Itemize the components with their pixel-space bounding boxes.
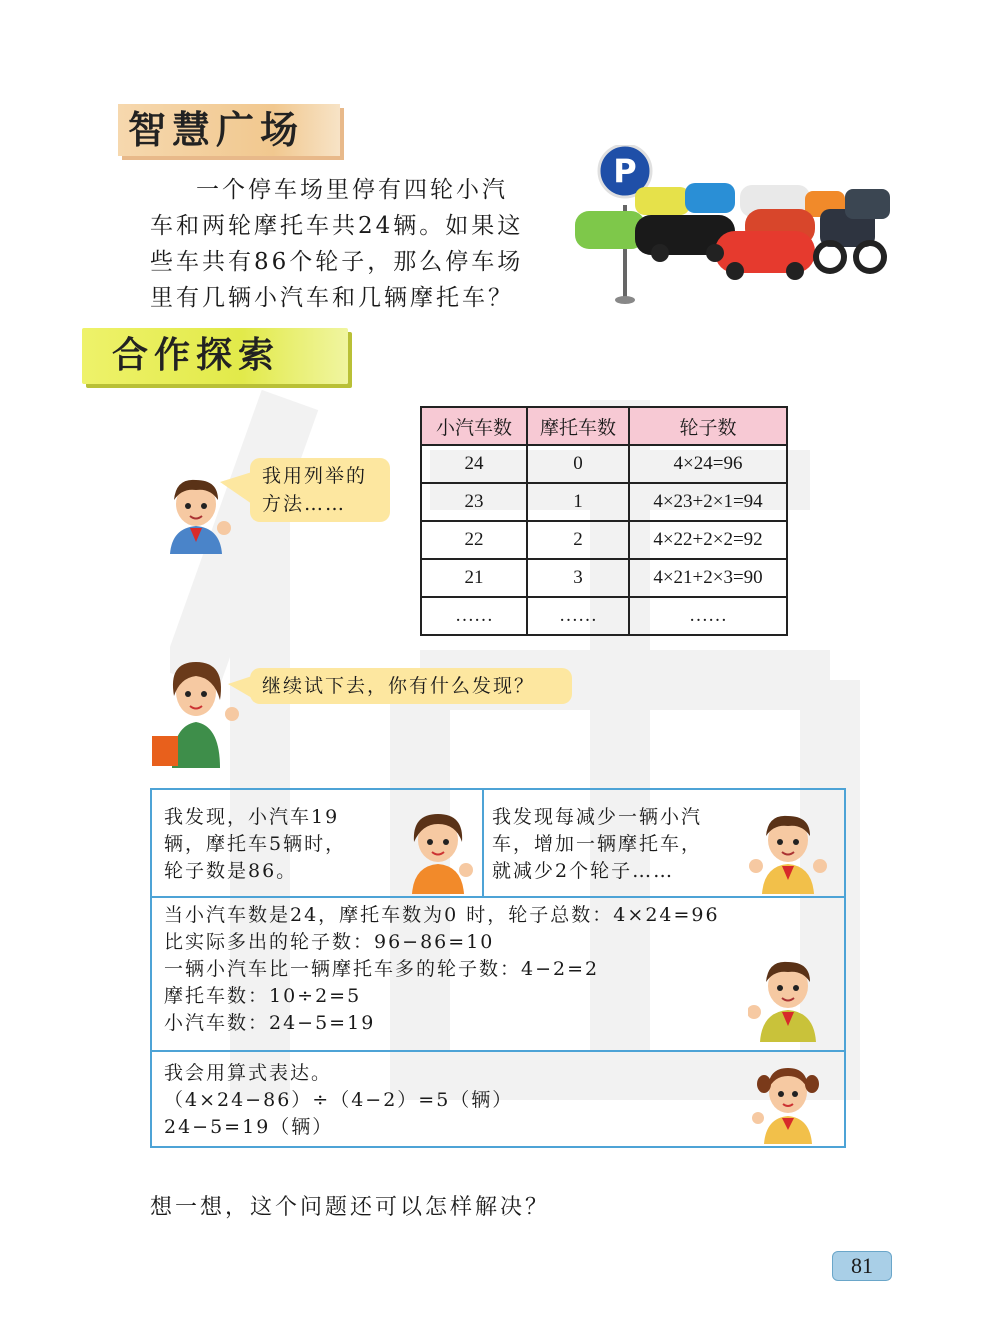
discovery-bottom-text	[164, 1060, 584, 1141]
text-line: 摩托车数：10÷2=5	[164, 985, 362, 1007]
table-cell: 24	[421, 445, 527, 483]
table-cell: 2	[527, 521, 629, 559]
header-cars: 小汽车数	[421, 407, 527, 445]
problem-line: 车和两轮摩托车共24辆。如果这	[150, 213, 524, 239]
discovery-left-text	[164, 804, 384, 885]
text-line: 辆，摩托车5辆时，	[164, 833, 347, 855]
table-cell: 4×24=96	[629, 445, 787, 483]
bubble-line: 我用列举的	[262, 465, 368, 487]
text-line: 一辆小汽车比一辆摩托车多的轮子数：4−2=2	[164, 958, 600, 980]
header-wheels: 轮子数	[629, 407, 787, 445]
parking-sign-letter: P	[613, 152, 637, 190]
divider	[152, 896, 844, 898]
parking-lot-illustration	[575, 145, 895, 305]
enumeration-table	[420, 406, 788, 636]
table-row	[421, 445, 787, 483]
table-cell: ……	[629, 597, 787, 635]
problem-line: 些车共有86个轮子，那么停车场	[150, 249, 524, 275]
page-number: 81	[832, 1251, 892, 1281]
think-question: 想一想，这个问题还可以怎样解决？	[150, 1195, 551, 1220]
table-cell: 23	[421, 483, 527, 521]
speech-bubble-tail	[228, 676, 252, 698]
divider	[152, 1050, 844, 1052]
section-title-wisdom-square: 智慧广场	[118, 104, 340, 156]
table-cell: 4×22+2×2=92	[629, 521, 787, 559]
header-motorcycles: 摩托车数	[527, 407, 629, 445]
text-line: 我发现每减少一辆小汽	[492, 806, 703, 828]
table-cell: 21	[421, 559, 527, 597]
text-line: 我发现，小汽车19	[164, 806, 340, 828]
table-row	[421, 559, 787, 597]
speech-bubble-enumeration	[250, 458, 390, 522]
text-line: 轮子数是86。	[164, 860, 298, 882]
table-header-row	[421, 407, 787, 445]
table-row	[421, 597, 787, 635]
text-line: 小汽车数：24−5=19	[164, 1012, 376, 1034]
speech-bubble-tail	[220, 472, 252, 504]
problem-line: 里有几辆小汽车和几辆摩托车？	[150, 285, 514, 311]
section-title-cooperative-exploration: 合作探索	[82, 328, 348, 384]
discovery-right-text	[492, 804, 752, 885]
problem-line: 一个停车场里停有四轮小汽	[196, 177, 508, 203]
text-line: 车，增加一辆摩托车，	[492, 833, 703, 855]
text-line: 我会用算式表达。	[164, 1062, 333, 1084]
problem-text	[150, 172, 570, 316]
table-cell: 4×23+2×1=94	[629, 483, 787, 521]
table-row	[421, 521, 787, 559]
boy-avatar	[748, 950, 828, 1042]
discovery-box	[150, 788, 846, 1148]
table-cell: ……	[527, 597, 629, 635]
table-cell: 22	[421, 521, 527, 559]
table-cell: ……	[421, 597, 527, 635]
table-cell: 0	[527, 445, 629, 483]
text-line: （4×24−86）÷（4−2）=5（辆）	[164, 1089, 514, 1111]
girl-avatar	[750, 1060, 826, 1144]
speech-bubble-teacher: 继续试下去，你有什么发现？	[250, 668, 572, 704]
text-line: 就减少2个轮子……	[492, 860, 675, 882]
girl-avatar	[402, 808, 474, 894]
table-cell: 3	[527, 559, 629, 597]
table-row	[421, 483, 787, 521]
table-cell: 1	[527, 483, 629, 521]
text-line: 比实际多出的轮子数：96−86=10	[164, 931, 495, 953]
text-line: 当小汽车数是24，摩托车数为0 时，轮子总数：4×24=96	[164, 904, 720, 926]
bubble-line: 方法……	[262, 493, 347, 515]
table-cell: 4×21+2×3=90	[629, 559, 787, 597]
divider	[482, 790, 484, 896]
discovery-middle-text	[164, 902, 784, 1037]
text-line: 24−5=19（辆）	[164, 1116, 334, 1138]
teacher-avatar	[150, 656, 242, 768]
boy-avatar	[748, 806, 828, 894]
